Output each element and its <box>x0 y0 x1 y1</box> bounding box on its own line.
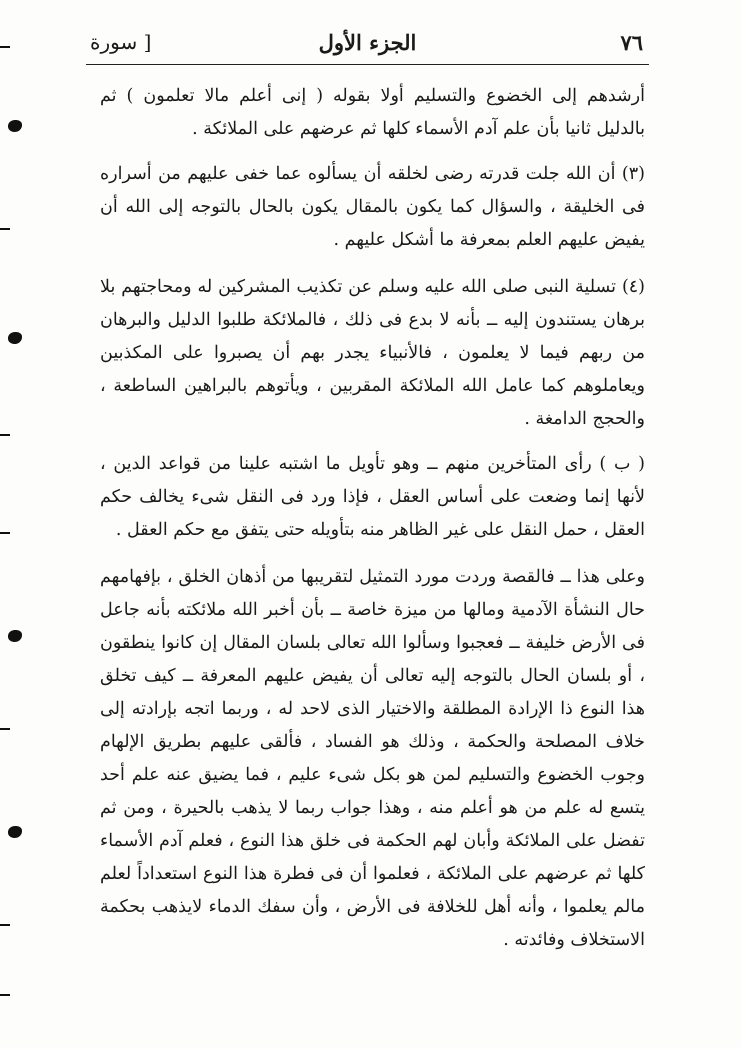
margin-blot <box>8 630 22 642</box>
margin-mark <box>0 924 10 926</box>
margin-mark <box>0 228 10 230</box>
margin-blot <box>8 120 22 132</box>
header-rule <box>86 64 649 65</box>
running-header <box>88 28 647 62</box>
paragraph-2: (٣) أن الله جلت قدرته رضى لخلقه أن يسألوه عما خفى عليهم من أسراره فى الخليقة ، والسؤال كما يكون بالمقال يكون بالحال بالتوجه إلى الله أن يفيض عليهم العلم بمعرفة ما أشكل عليهم . <box>100 164 645 250</box>
paragraph-1: أرشدهم إلى الخضوع والتسليم أولا بقوله ( إنى أعلم مالا تعلمون ) ثم بالدليل ثانيا بأن علم آدم الأسماء كلها ثم عرضهم على الملائكة . <box>100 86 645 139</box>
page-number: ٧٦ <box>620 30 643 55</box>
margin-blot <box>8 332 22 344</box>
margin-mark <box>0 532 10 534</box>
paragraph-5: وعلى هذا ــ فالقصة وردت مورد التمثيل لتقريبها من أذهان الخلق ، بإفهامهم حال النشأة الآدمية ومالها من ميزة خاصة ــ بأن أخبر الله ملائكته بأنه جاعل فى الأرض خليفة ــ فعجبوا وسألوا الله تعالى بلسان المقال إن كانوا ينطقون ، أو بلسان الحال بالتوجه إليه تعالى أن يفيض عليهم المعرفة ــ كيف تخلق هذا النوع ذا الإرادة المطلقة والاختيار الذى لاحد له ، وربما اتجه بإرادته إلى خلاف المصلحة والحكمة ، وذلك هو الفساد ، فألقى عليهم بطريق الإلهام وجوب الخضوع والتسليم لمن هو بكل شىء عليم ، فما يضيق عنه علم أحد يتسع له علم من هو أعلم منه ، وهذا جواب ربما لا يذهب بالحيرة ، ومن ثم تفضل على الملائكة وأبان لهم الحكمة فى خلق هذا النوع ، فعلم آدم الأسماء كلها ثم عرضهم على الملائكة ، فعلموا أن فى فطرة هذا النوع استعداداً لعلم مالم يعلموا ، وأنه أهل للخلافة فى الأرض ، وأن سفك الدماء لايذهب بحكمة الاستخلاف وفائدته . <box>100 567 645 950</box>
margin-mark <box>0 994 10 996</box>
margin-mark <box>0 46 10 48</box>
sura-label: [ سورة <box>90 30 152 54</box>
paragraph-3: (٤) تسلية النبى صلى الله عليه وسلم عن تكذيب المشركين له ومحاجتهم بلا برهان يستندون إليه ــ بأنه لا بدع فى ذلك ، فالملائكة طلبوا الدليل والبرهان من ربهم فيما لا يعلمون ، فالأنبياء يجدر بهم أن يصبروا على المكذبين ويعاملوهم كما عامل الله الملائكة المقربين ، ويأتوهم بالبراهين الساطعة ، والحجج الدامغة . <box>100 277 645 429</box>
page-body <box>100 80 645 971</box>
paragraph-4: ( ب ) رأى المتأخرين منهم ــ وهو تأويل ما اشتبه علينا من قواعد الدين ، لأنها إنما وضعت على أساس العقل ، فإذا ورد فى النقل شىء يخالف حكم العقل ، حمل النقل على غير الظاهر منه بتأويله حتى يتفق مع حكم العقل . <box>100 454 645 540</box>
margin-blot <box>8 826 22 838</box>
margin-mark <box>0 434 10 436</box>
margin-mark <box>0 728 10 730</box>
part-title: الجزء الأول <box>318 30 417 55</box>
